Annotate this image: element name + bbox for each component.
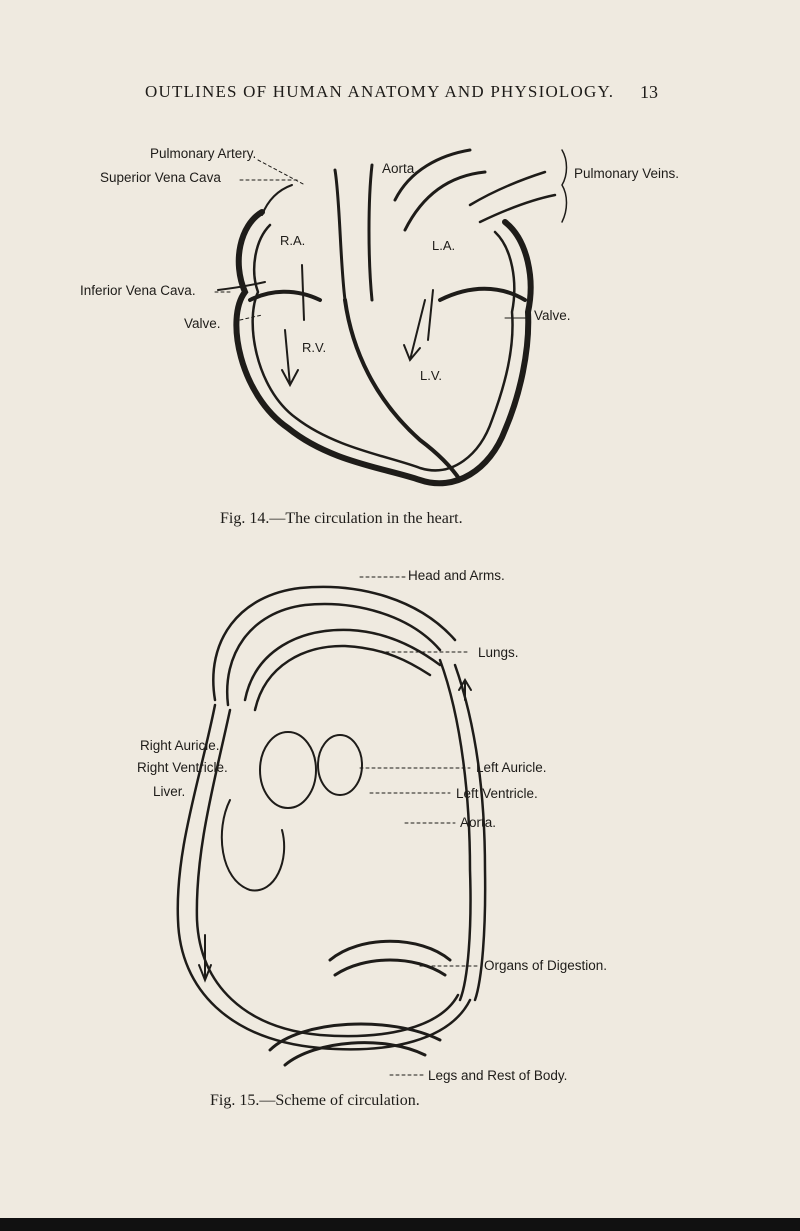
- superior-vena-cava-vessel: [262, 185, 292, 215]
- digestion-organs: [330, 941, 450, 975]
- label-left-auricle: Left Auricle.: [476, 760, 547, 775]
- body-outer-loop: [178, 705, 470, 1049]
- label-lv: L.V.: [420, 368, 442, 383]
- label-organs-of-digestion: Organs of Digestion.: [484, 958, 608, 973]
- label-head-and-arms: Head and Arms.: [408, 568, 505, 583]
- pulmonary-veins-bracket: [562, 150, 567, 222]
- aorta-vessel: [335, 165, 372, 300]
- label-legs-and-rest: Legs and Rest of Body.: [428, 1068, 568, 1083]
- label-pulmonary-artery: Pulmonary Artery.: [150, 146, 257, 161]
- descending-vessel: [440, 660, 485, 1000]
- left-av-valve: [440, 289, 525, 300]
- heart-outer-wall: [236, 212, 530, 483]
- label-liver: Liver.: [153, 784, 186, 799]
- arrow-la: [428, 290, 433, 340]
- figure-14-caption: Fig. 14.—The circulation in the heart.: [220, 510, 463, 527]
- label-ra: R.A.: [280, 233, 306, 248]
- pulmonary-veins-vessel: [470, 172, 555, 222]
- scan-bottom-edge: [0, 1218, 800, 1231]
- label-aorta: Aorta.: [382, 161, 419, 176]
- arrow-ra: [302, 265, 304, 320]
- label-aorta-scheme: Aorta.: [460, 815, 497, 830]
- running-title: OUTLINES OF HUMAN ANATOMY AND PHYSIOLOGY.: [145, 82, 615, 101]
- lungs-loop: [245, 630, 440, 710]
- liver-shape: [222, 800, 284, 890]
- label-rv: R.V.: [302, 340, 327, 355]
- figure-15-caption: Fig. 15.—Scheme of circulation.: [210, 1092, 420, 1109]
- label-inferior-vena-cava: Inferior Vena Cava.: [80, 283, 196, 298]
- arrow-lv: [404, 300, 425, 360]
- label-superior-vena-cava: Superior Vena Cava: [100, 170, 221, 185]
- label-valve-right: Valve.: [534, 308, 571, 323]
- arrow-rv: [282, 330, 298, 385]
- label-la: L.A.: [432, 238, 456, 253]
- left-auricle-shape: [318, 735, 362, 795]
- label-right-auricle: Right Auricle.: [140, 738, 220, 753]
- page-number: 13: [640, 82, 658, 102]
- label-right-ventricle: Right Ventricle.: [137, 760, 228, 775]
- label-pulmonary-veins: Pulmonary Veins.: [574, 166, 680, 181]
- septum: [345, 300, 460, 480]
- leader-valve-left: [240, 315, 262, 320]
- right-av-valve: [250, 292, 320, 300]
- label-valve-left: Valve.: [184, 316, 221, 331]
- leader-pulmonary-artery: [258, 160, 305, 185]
- right-auricle-shape: [260, 732, 316, 808]
- label-left-ventricle: Left Ventricle.: [456, 786, 538, 801]
- label-lungs: Lungs.: [478, 645, 519, 660]
